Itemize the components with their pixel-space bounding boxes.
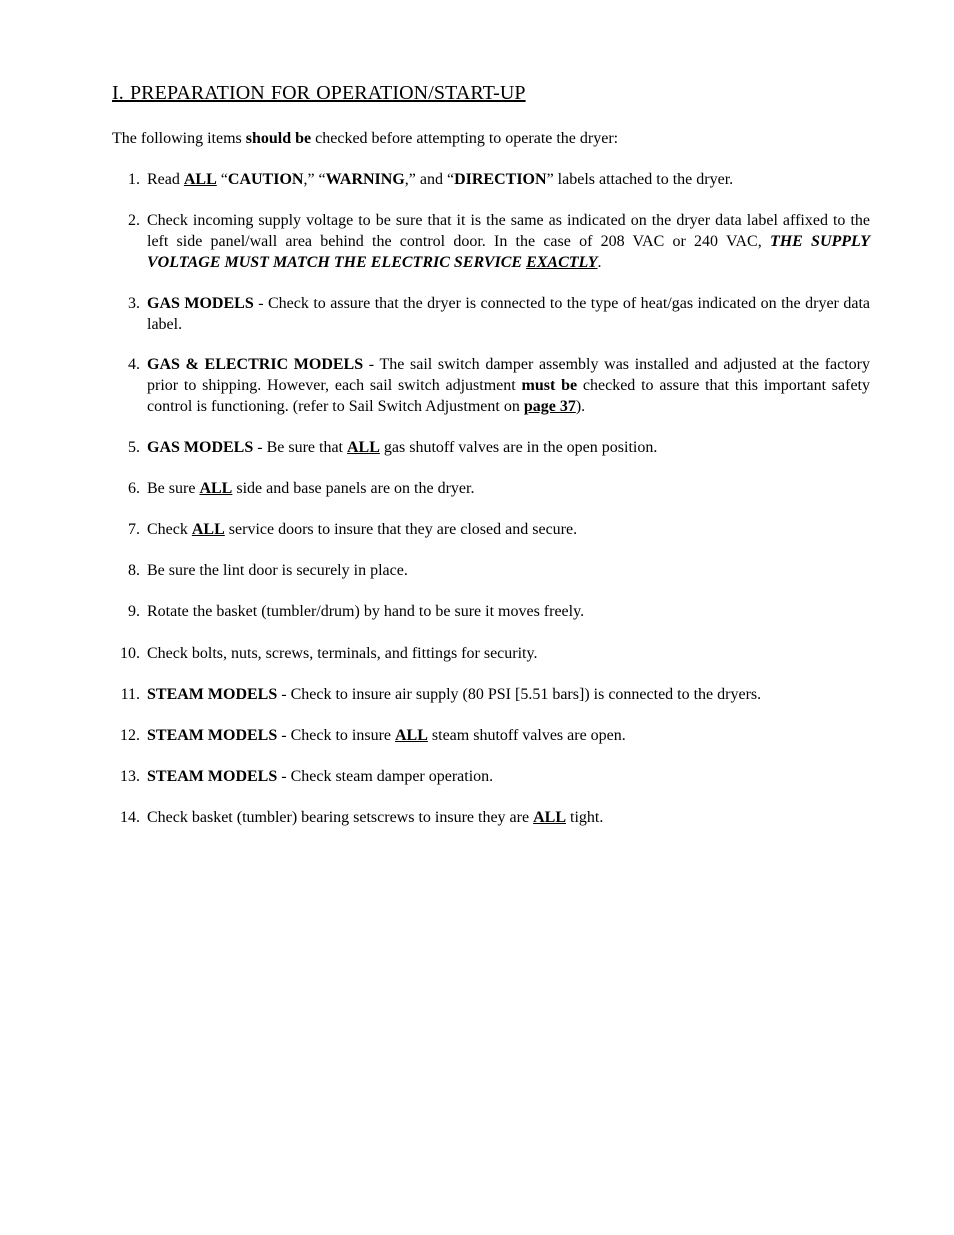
item-text — [147, 478, 870, 499]
item-text-run: Be sure the lint door is securely in place. — [147, 562, 408, 579]
checklist-item-7 — [112, 519, 870, 540]
item-text-run: tight. — [566, 809, 604, 826]
checklist-item-9 — [112, 601, 870, 622]
item-text-run: Be sure — [147, 480, 200, 497]
item-number: 14. — [120, 809, 140, 826]
item-emphasis: ALL — [183, 171, 217, 188]
item-text-run: . — [597, 254, 602, 271]
item-text — [147, 643, 870, 664]
item-emphasis: ALL — [191, 521, 225, 538]
item-text — [147, 766, 870, 787]
item-text-run: Check incoming supply voltage to be sure that it is the same as indicated on the dryer data label affixed to the left side panel/wall area behind the control door. In the case of 208 VAC or 240 VAC, — [147, 212, 870, 250]
item-text — [147, 293, 870, 335]
item-text-run: side and base panels are on the dryer. — [232, 480, 475, 497]
item-number: 3. — [128, 295, 140, 312]
item-text-run: Check bolts, nuts, screws, terminals, and fittings for security. — [147, 645, 538, 662]
checklist-item-11 — [112, 684, 870, 705]
checklist-item-13 — [112, 766, 870, 787]
item-text — [147, 519, 870, 540]
item-number: 4. — [128, 356, 140, 373]
item-text-run: gas shutoff valves are in the open position. — [379, 439, 658, 456]
item-text-run: - Check to insure — [277, 727, 395, 744]
item-emphasis: ALL — [347, 439, 380, 456]
item-text-run: Rotate the basket (tumbler/drum) by hand to be sure it moves freely. — [147, 603, 585, 620]
item-number: 5. — [128, 439, 140, 456]
checklist-item-8 — [112, 560, 870, 581]
section-heading: I. PREPARATION FOR OPERATION/START-UP — [112, 82, 526, 104]
checklist-item-3 — [112, 293, 870, 335]
item-emphasis: ALL — [533, 809, 566, 826]
item-emphasis: GAS MODELS — [147, 439, 254, 456]
item-number: 11. — [120, 686, 140, 703]
item-text — [147, 684, 870, 705]
checklist-item-12 — [112, 725, 870, 746]
item-emphasis: STEAM MODELS — [147, 768, 278, 785]
item-text-run: Check — [147, 521, 192, 538]
item-emphasis: CAUTION — [227, 171, 304, 188]
checklist-item-5 — [112, 437, 870, 458]
intro-text-bold: should be — [245, 130, 312, 147]
item-text-run: - Check to insure air supply (80 PSI [5.51 bars]) is connected to the dryers. — [277, 686, 762, 703]
item-text-run: - Be sure that — [253, 439, 347, 456]
item-text-run: ,” “ — [303, 171, 326, 188]
checklist-item-6 — [112, 478, 870, 499]
item-text-run: ,” and “ — [404, 171, 455, 188]
item-text — [147, 437, 870, 458]
checklist-item-2 — [112, 210, 870, 273]
item-text — [147, 210, 870, 273]
item-text-run: steam shutoff valves are open. — [427, 727, 626, 744]
item-emphasis: DIRECTION — [454, 171, 547, 188]
item-emphasis: GAS MODELS — [147, 295, 254, 312]
item-emphasis: ALL — [199, 480, 233, 497]
item-text-run: ” labels attached to the dryer. — [546, 171, 734, 188]
checklist-item-1 — [112, 169, 870, 190]
item-emphasis: WARNING — [325, 171, 405, 188]
item-text-run: “ — [216, 171, 228, 188]
item-text — [147, 601, 870, 622]
item-text-run: service doors to insure that they are closed and secure. — [224, 521, 578, 538]
item-number: 1. — [128, 171, 140, 188]
intro-text-post: checked before attempting to operate the dryer: — [311, 130, 619, 147]
item-number: 12. — [120, 727, 140, 744]
item-text-run: checked to assure that this important safety control is functioning. (refer to Sail Switch Adjustment on — [147, 377, 871, 415]
item-text-run: - The sail switch damper assembly was installed and adjusted at the factory prior to shipping. However, each sail switch adjustment — [147, 356, 870, 394]
item-emphasis: ALL — [395, 727, 428, 744]
item-emphasis: GAS & ELECTRIC MODELS — [147, 356, 364, 373]
item-text-run: - Check to assure that the dryer is connected to the type of heat/gas indicated on the dryer data label. — [147, 295, 870, 333]
item-text-run: Read — [147, 171, 184, 188]
item-text — [147, 807, 870, 828]
item-text — [147, 354, 870, 417]
item-emphasis: must be — [521, 377, 578, 394]
item-emphasis: STEAM MODELS — [147, 686, 278, 703]
item-text — [147, 725, 870, 746]
item-text-run: ). — [575, 398, 586, 415]
checklist-item-4 — [112, 354, 870, 417]
item-number: 8. — [128, 562, 140, 579]
item-text — [147, 560, 870, 581]
item-number: 9. — [128, 603, 140, 620]
item-number: 6. — [128, 480, 140, 497]
item-text — [147, 169, 870, 190]
intro-paragraph — [112, 128, 618, 149]
checklist-item-14 — [112, 807, 870, 828]
item-text-run: Check basket (tumbler) bearing setscrews to insure they are — [147, 809, 534, 826]
item-text-run: - Check steam damper operation. — [277, 768, 494, 785]
page-reference-link[interactable]: page 37 — [523, 398, 576, 415]
intro-text-pre: The following items — [112, 130, 246, 147]
item-number: 7. — [128, 521, 140, 538]
item-emphasis: STEAM MODELS — [147, 727, 278, 744]
item-emphasis: THE SUPPLY VOLTAGE MUST MATCH THE ELECTRIC SERVICE — [147, 233, 871, 271]
item-number: 10. — [120, 645, 140, 662]
checklist-item-10 — [112, 643, 870, 664]
item-emphasis: EXACTLY — [526, 254, 598, 271]
item-number: 13. — [120, 768, 140, 785]
item-number: 2. — [128, 212, 140, 229]
